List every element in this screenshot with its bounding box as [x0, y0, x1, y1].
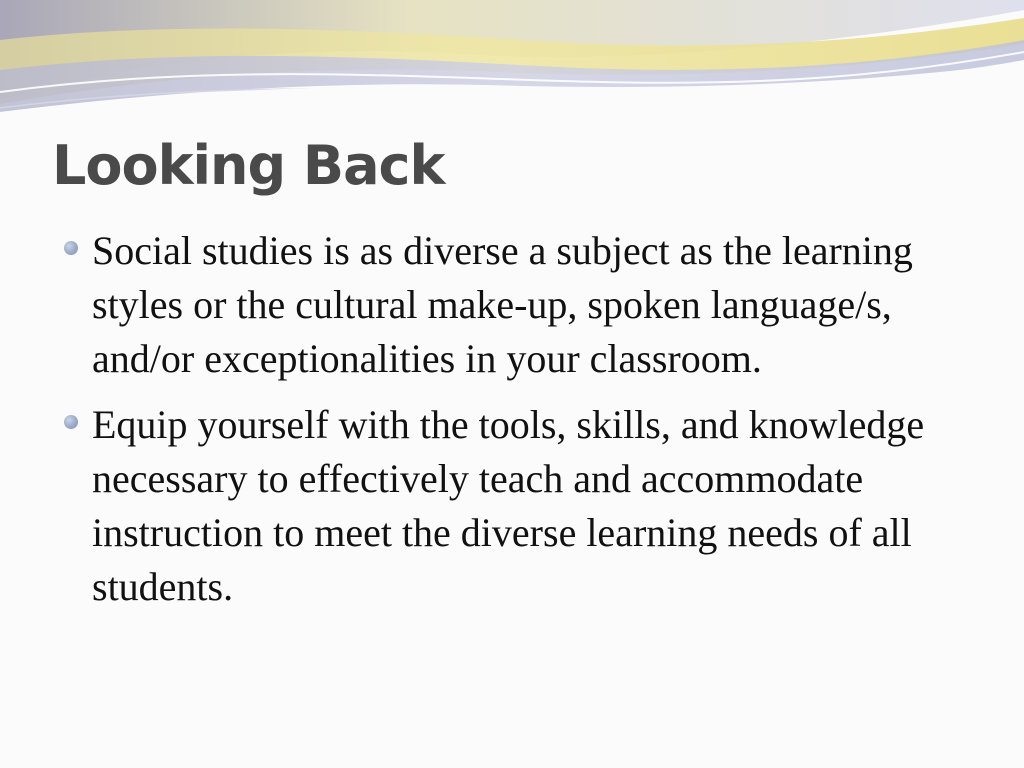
bullet-dot-icon — [64, 241, 78, 255]
bullet-item — [62, 398, 982, 614]
bullet-list — [62, 224, 982, 626]
bullet-text: Equip yourself with the tools, skills, and knowledge necessary to effectively teach and accommodate instruction to meet the diverse learning needs of all students. — [92, 402, 925, 609]
slide-title: Looking Back — [52, 134, 445, 197]
bullet-dot-icon — [64, 415, 78, 429]
bullet-text: Social studies is as diverse a subject as the learning styles or the cultural make-up, spoken language/s, and/or exceptionalities in your classroom. — [92, 228, 913, 381]
decorative-header-wave — [0, 0, 1024, 130]
bullet-item — [62, 224, 982, 386]
